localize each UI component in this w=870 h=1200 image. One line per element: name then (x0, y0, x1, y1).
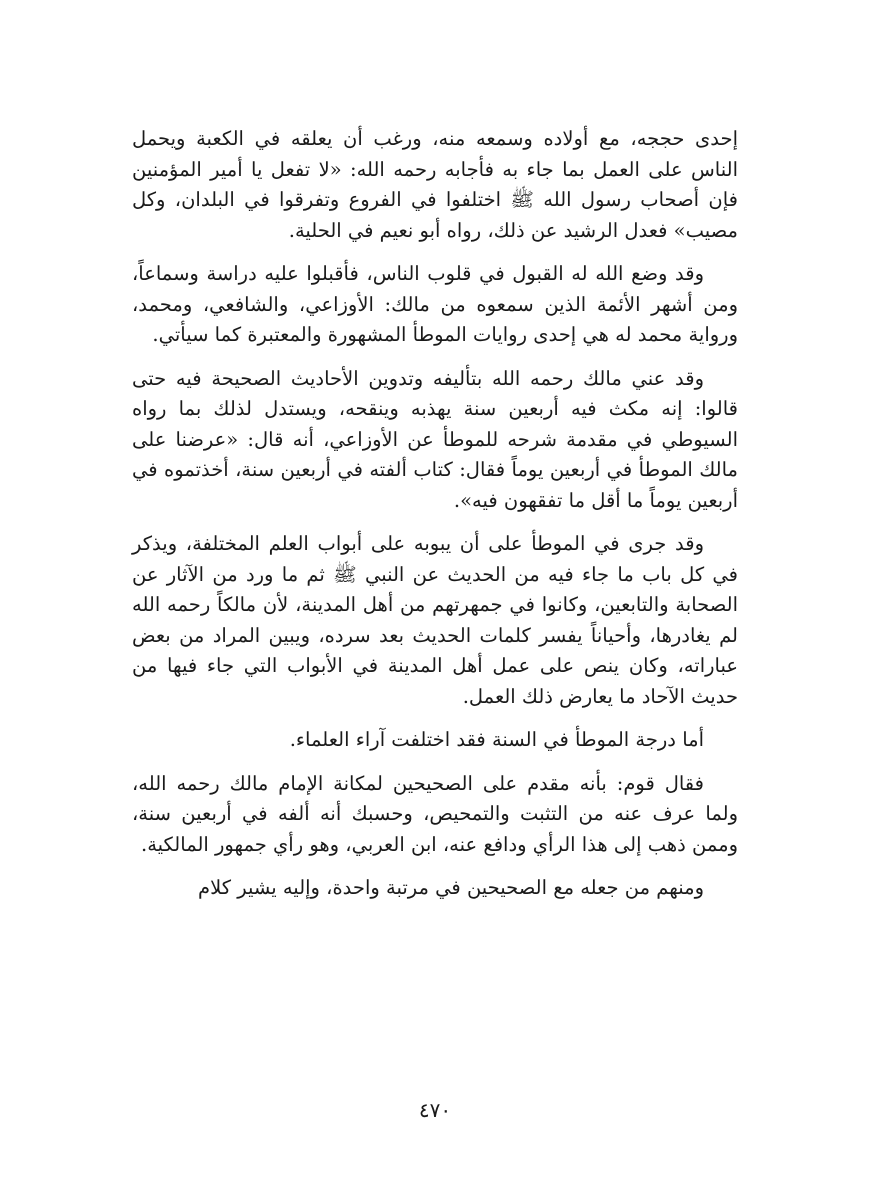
body-text (132, 124, 738, 917)
page-number: ٤٧٠ (418, 1098, 452, 1122)
paragraph-4: وقد جرى في الموطأ على أن يبوبه على أبواب العلم المختلفة، ويذكر في كل باب ما جاء فيه من الحديث عن النبي ﷺ ثم ما ورد من الآثار عن الصحابة والتابعين، وكانوا في جمهرتهم من أهل المدينة، لأن مالكاً رحمه الله لم يغادرها، وأحياناً يفسر كلمات الحديث بعد سرده، ويبين المراد من بعض عباراته، وكان ينص على عمل أهل المدينة في الأبواب التي جاء فيها من حديث الآحاد ما يعارض ذلك العمل. (132, 532, 738, 708)
paragraph-7: ومنهم من جعله مع الصحيحين في مرتبة واحدة، وإليه يشير كلام (198, 876, 704, 899)
paragraph-1: إحدى حججه، مع أولاده وسمعه منه، ورغب أن يعلقه في الكعبة ويحمل الناس على العمل بما جاء به فأجابه رحمه الله: «لا تفعل يا أمير المؤمنين فإن أصحاب رسول الله ﷺ اختلفوا في الفروع وتفرقوا في البلدان، وكل مصيب» فعدل الرشيد عن ذلك، رواه أبو نعيم في الحلية. (132, 127, 738, 242)
paragraph-3: وقد عني مالك رحمه الله بتأليفه وتدوين الأحاديث الصحيحة فيه حتى قالوا: إنه مكث فيه أربعين سنة يهذبه وينقحه، ويستدل لذلك بما رواه السيوطي في مقدمة شرحه للموطأ عن الأوزاعي، أنه قال: «عرضنا على مالك الموطأ في أربعين يوماً فقال: كتاب ألفته في أربعين سنة، أخذتموه في أربعين يوماً ما أقل ما تفقهون فيه». (132, 366, 738, 512)
paragraph-2: وقد وضع الله له القبول في قلوب الناس، فأقبلوا عليه دراسة وسماعاً، ومن أشهر الأئمة الذين سمعوه من مالك: الأوزاعي، والشافعي، ومحمد، ورواية محمد له هي إحدى روايات الموطأ المشهورة والمعتبرة كما سيأتي. (132, 262, 738, 346)
paragraph-5: أما درجة الموطأ في السنة فقد اختلفت آراء العلماء. (289, 728, 704, 751)
paragraph-6: فقال قوم: بأنه مقدم على الصحيحين لمكانة الإمام مالك رحمه الله، ولما عرف عنه من التثبت والتمحيص، وحسبك أنه ألفه في أربعين سنة، وممن ذهب إلى هذا الرأي ودافع عنه، ابن العربي، وهو رأي جمهور المالكية. (132, 771, 738, 856)
